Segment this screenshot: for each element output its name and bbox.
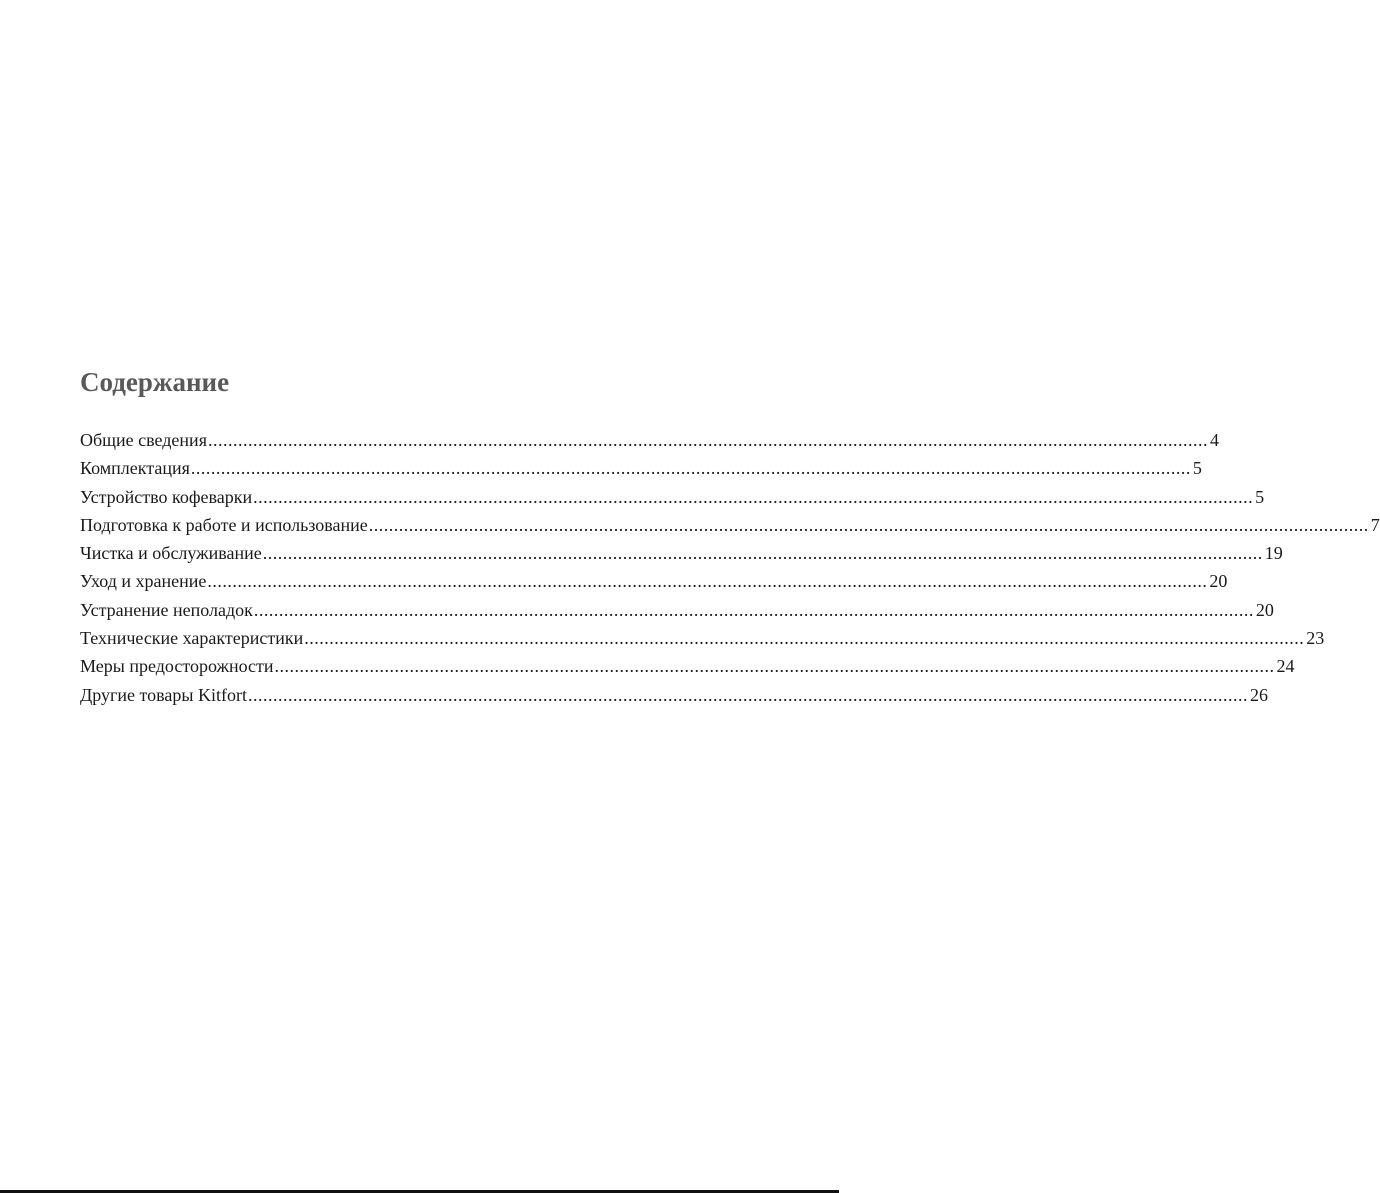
dot-leader: ........................................................................................................................................................................................................ xyxy=(253,599,1254,620)
toc-entry-label: Устройство кофеварки xyxy=(80,486,253,507)
dot-leader: ........................................................................................................................................................................................................ xyxy=(368,514,1369,535)
toc-title: Содержание xyxy=(80,367,230,397)
toc-entry-page: 5 xyxy=(1192,458,1202,479)
toc-entry[interactable] xyxy=(80,624,1325,652)
toc-entry-page: 5 xyxy=(1255,486,1265,507)
toc-entry-page: 20 xyxy=(1255,599,1274,620)
toc-entry[interactable] xyxy=(80,652,1295,680)
toc-entry-page: 24 xyxy=(1276,656,1295,677)
toc-entry[interactable] xyxy=(80,539,1283,567)
toc-entry-label: Уход и хранение xyxy=(80,571,207,592)
toc-entry-label: Комплектация xyxy=(80,458,190,479)
toc-entry[interactable] xyxy=(80,567,1228,595)
dot-leader: ........................................................................................................................................................................................................ xyxy=(274,656,1275,677)
dot-leader: ........................................................................................................................................................................................................ xyxy=(304,628,1305,649)
toc-entry-label: Общие сведения xyxy=(80,430,207,450)
toc-entry-label: Меры предосторожности xyxy=(80,656,274,677)
toc-entry-label: Чистка и обслуживание xyxy=(80,543,262,564)
toc-entry-label: Другие товары Kitfort xyxy=(80,684,248,705)
dot-leader: ........................................................................................................................................................................................................ xyxy=(253,486,1254,507)
toc-entry[interactable] xyxy=(80,454,1202,482)
toc-entry-page: 26 xyxy=(1250,684,1269,705)
toc-entry-page: 4 xyxy=(1209,430,1219,450)
dot-leader: ........................................................................................................................................................................................................ xyxy=(207,430,1208,450)
toc-entry-page: 20 xyxy=(1209,571,1228,592)
toc-entry[interactable] xyxy=(80,681,1269,709)
toc-list xyxy=(80,426,1380,709)
toc-entry-label: Технические характеристики xyxy=(80,628,304,649)
dot-leader: ........................................................................................................................................................................................................ xyxy=(207,571,1208,592)
toc-entry[interactable] xyxy=(80,483,1265,511)
toc-entry[interactable] xyxy=(80,511,1380,539)
dot-leader: ........................................................................................................................................................................................................ xyxy=(190,458,1191,479)
toc-entry-label: Подготовка к работе и использование xyxy=(80,514,368,535)
dot-leader: ........................................................................................................................................................................................................ xyxy=(248,684,1249,705)
dot-leader: ........................................................................................................................................................................................................ xyxy=(262,543,1263,564)
toc-entry-page: 19 xyxy=(1264,543,1283,564)
toc-entry-page: 23 xyxy=(1306,628,1325,649)
toc-entry[interactable] xyxy=(80,426,1219,454)
toc-entry-page: 7 xyxy=(1370,514,1380,535)
toc-entry[interactable] xyxy=(80,596,1274,624)
toc-entry-label: Устранение неполадок xyxy=(80,599,253,620)
